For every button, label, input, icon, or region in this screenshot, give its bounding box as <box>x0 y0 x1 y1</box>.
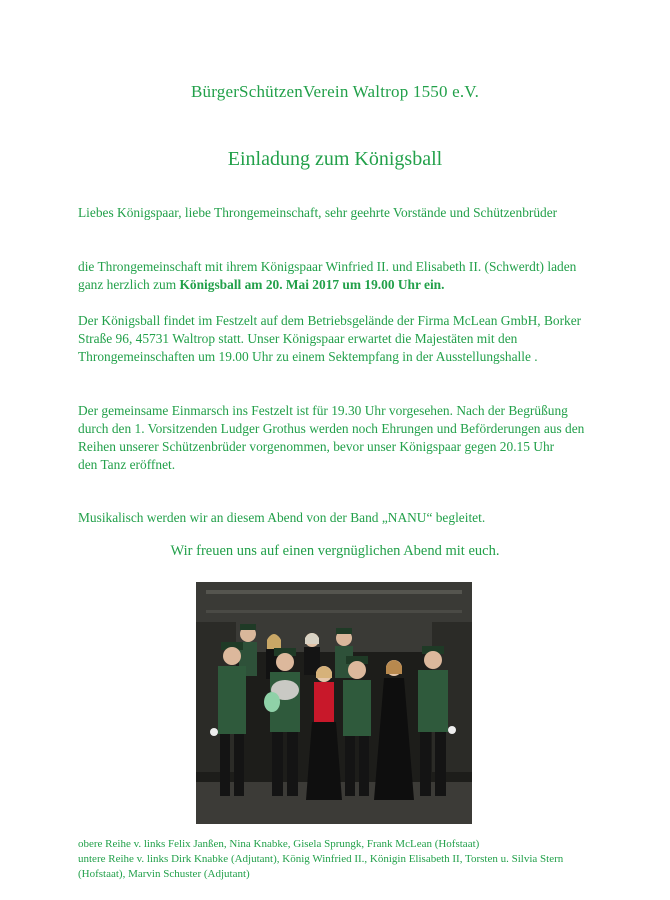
invitation-title: Einladung zum Königsball <box>227 148 443 170</box>
invitation-paragraph <box>78 258 598 294</box>
program-text-end: den Tanz eröffnet. <box>78 457 176 472</box>
music-paragraph: Musikalisch werden wir an diesem Abend von der Band „NANU“ begleitet. <box>78 510 486 525</box>
organization-header: BürgerSchützenVerein Waltrop 1550 e.V. <box>190 82 480 101</box>
closing-line: Wir freuen uns auf einen vergnüglichen Abend mit euch. <box>170 543 500 559</box>
caption-top-row: obere Reihe v. links Felix Janßen, Nina Knabke, Gisela Sprungk, Frank McLean (Hofstaat) <box>78 838 480 850</box>
program-paragraph <box>78 402 598 474</box>
group-photo-illustration <box>196 582 472 824</box>
program-text: Der gemeinsame Einmarsch ins Festzelt ist für 19.30 Uhr vorgesehen. Nach der Begrüßung durch den 1. Vorsitzenden Ludger Grothus werden noch Ehrungen und Beförderungen aus den Reihen unserer Schützenbrüder vorgenommen, bevor unser Königspaar gegen 20.15 Uhr <box>78 403 585 454</box>
group-photo <box>196 582 472 824</box>
photo-caption <box>78 837 608 882</box>
ball-date-bold: Königsball am 20. Mai 2017 um 19.00 Uhr ein. <box>179 277 445 292</box>
venue-paragraph: Der Königsball findet im Festzelt auf dem Betriebsgelände der Firma McLean GmbH, Borker Straße 96, 45731 Waltrop statt. Unser Königspaar erwartet die Majestäten mit den Throngemeinschaften um 19.00 Uhr zu einem Sektempfang in der Ausstellungshalle . <box>78 313 582 364</box>
greeting-paragraph: Liebes Königspaar, liebe Throngemeinschaft, sehr geehrte Vorstände und Schützenbrüder <box>78 205 558 220</box>
invitation-text: die Throngemeinschaft mit ihrem Königspaar Winfried II. und Elisabeth II. (Schwerdt) laden ganz herzlich zum <box>78 259 577 292</box>
caption-bottom-row: untere Reihe v. links Dirk Knabke (Adjutant), König Winfried II., Königin Elisabeth II, Torsten u. Silvia Stern (Hofstaat), Marvin Schuster (Adjutant) <box>78 853 564 880</box>
